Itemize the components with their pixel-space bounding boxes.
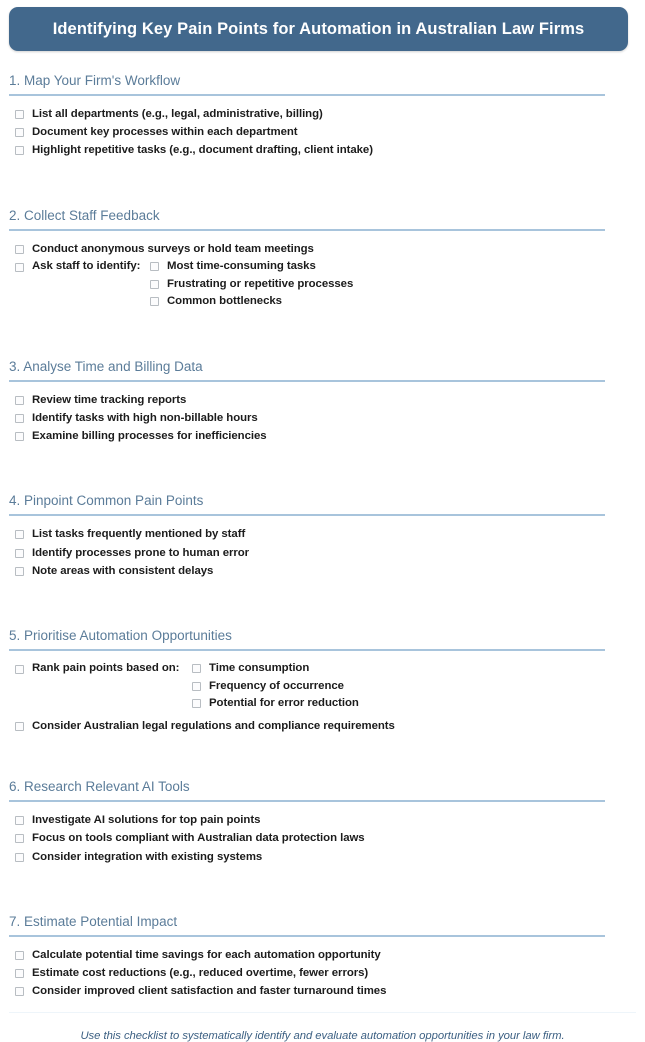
checklist-sections: [0, 73, 645, 1012]
checklist-item-label: Identify tasks with high non-billable hours: [32, 411, 258, 424]
checklist-item-label: Note areas with consistent delays: [32, 564, 214, 577]
section-items: [0, 231, 645, 337]
checklist-item[interactable]: [15, 982, 645, 1000]
checkbox-icon[interactable]: [15, 110, 24, 119]
checklist-item-label: Frequency of occurrence: [209, 679, 344, 692]
document-title: Identifying Key Pain Points for Automation in Australian Law Firms: [52, 19, 585, 38]
checklist-item-group: [0, 660, 645, 717]
checkbox-icon[interactable]: [15, 834, 24, 843]
checklist-item-label: Consider Australian legal regulations and compliance requirements: [32, 719, 395, 732]
section-items: [0, 802, 645, 892]
checkbox-icon[interactable]: [15, 567, 24, 576]
checklist-subitem[interactable]: [150, 292, 353, 309]
checklist-item-label: Review time tracking reports: [32, 393, 187, 406]
section-header: [9, 779, 605, 802]
checklist-subitems: [192, 660, 359, 712]
checklist-item[interactable]: [15, 240, 645, 258]
section-heading: 6. Research Relevant AI Tools: [9, 779, 190, 795]
checklist-section: [0, 359, 645, 472]
checklist-item-label: Consider improved client satisfaction and faster turnaround times: [32, 985, 387, 998]
checklist-item-label: Consider integration with existing systems: [32, 850, 263, 863]
checklist-section: [0, 779, 645, 892]
checklist-item-group: [0, 258, 645, 315]
checklist-item-label: Examine billing processes for inefficiencies: [32, 430, 267, 443]
checklist-item-label: Time consumption: [209, 662, 310, 675]
section-items: [0, 651, 645, 757]
checklist-item-label: Document key processes within each department: [32, 126, 298, 139]
checklist-item[interactable]: [15, 811, 645, 829]
checklist-subitem[interactable]: [192, 660, 359, 677]
checkbox-icon[interactable]: [150, 262, 159, 271]
checklist-section: [0, 628, 645, 757]
section-header: [9, 628, 605, 651]
checkbox-icon[interactable]: [15, 665, 24, 674]
checkbox-icon[interactable]: [15, 969, 24, 978]
section-items: [0, 96, 645, 186]
checkbox-icon[interactable]: [15, 414, 24, 423]
checklist-subitem[interactable]: [192, 677, 359, 694]
checklist-item-label: Identify processes prone to human error: [32, 546, 250, 559]
checklist-item-label: Focus on tools compliant with Australian data protection laws: [32, 832, 365, 845]
checkbox-icon[interactable]: [150, 297, 159, 306]
document-title-banner: [9, 7, 628, 51]
checklist-section: [0, 914, 645, 1013]
checklist-item[interactable]: [15, 409, 645, 427]
section-items: [0, 382, 645, 472]
checklist-section: [0, 208, 645, 337]
checkbox-icon[interactable]: [15, 245, 24, 254]
section-heading: 5. Prioritise Automation Opportunities: [9, 628, 232, 643]
checklist-item[interactable]: [15, 141, 645, 159]
checklist-item-label: Most time-consuming tasks: [167, 260, 316, 273]
section-heading: 2. Collect Staff Feedback: [9, 207, 160, 223]
checkbox-icon[interactable]: [15, 722, 24, 731]
checklist-subitem[interactable]: [150, 275, 353, 292]
checkbox-icon[interactable]: [15, 549, 24, 558]
checklist-item[interactable]: [15, 562, 645, 580]
checkbox-icon[interactable]: [15, 263, 24, 272]
checklist-item-label: Highlight repetitive tasks (e.g., document drafting, client intake): [32, 144, 373, 157]
checkbox-icon[interactable]: [192, 682, 201, 691]
checklist-item-label: Investigate AI solutions for top pain points: [32, 814, 261, 826]
section-heading: 3. Analyse Time and Billing Data: [9, 358, 203, 374]
checkbox-icon[interactable]: [15, 853, 24, 862]
section-heading: 1. Map Your Firm's Workflow: [9, 73, 181, 88]
section-heading: 4. Pinpoint Common Pain Points: [9, 493, 204, 509]
checklist-item[interactable]: [15, 123, 645, 141]
checkbox-icon[interactable]: [15, 816, 24, 825]
footer-note: Use this checklist to systematically identify and evaluate automation opportunities in your law firm.: [80, 1030, 565, 1042]
checkbox-icon[interactable]: [15, 128, 24, 137]
checklist-item-label: Estimate cost reductions (e.g., reduced overtime, fewer errors): [32, 966, 369, 979]
checklist-item[interactable]: [15, 848, 645, 866]
checklist-item-label: Potential for error reduction: [209, 696, 359, 709]
checkbox-icon[interactable]: [15, 987, 24, 996]
checklist-item[interactable]: [15, 717, 645, 735]
checklist-item[interactable]: [15, 964, 645, 982]
checklist-item[interactable]: [15, 391, 645, 409]
checklist-subitem[interactable]: [192, 694, 359, 711]
checkbox-icon[interactable]: [15, 146, 24, 155]
checklist-item[interactable]: [15, 525, 645, 543]
checkbox-icon[interactable]: [15, 530, 24, 539]
section-heading: 7. Estimate Potential Impact: [9, 913, 178, 929]
checklist-item-label: Common bottlenecks: [167, 294, 282, 307]
section-header: [9, 73, 605, 96]
checklist-item[interactable]: [15, 427, 645, 445]
section-header: [9, 914, 605, 937]
checkbox-icon[interactable]: [15, 951, 24, 960]
checklist-item-label: Frustrating or repetitive processes: [167, 277, 354, 290]
checklist-item[interactable]: [15, 829, 645, 847]
checklist-item[interactable]: [15, 660, 179, 676]
checklist-section: [0, 73, 645, 186]
checklist-item-label: Calculate potential time savings for each automation opportunity: [32, 948, 381, 961]
section-header: [9, 493, 605, 516]
checkbox-icon[interactable]: [150, 280, 159, 289]
section-header: [9, 359, 605, 382]
checklist-page: [0, 7, 645, 1042]
checklist-item-label: List all departments (e.g., legal, administrative, billing): [32, 107, 323, 120]
checklist-item-label: Rank pain points based on:: [32, 661, 180, 674]
section-items: [0, 516, 645, 606]
checklist-item-label: Conduct anonymous surveys or hold team meetings: [32, 242, 314, 255]
checklist-subitem[interactable]: [150, 258, 353, 275]
checkbox-icon[interactable]: [15, 432, 24, 441]
checkbox-icon[interactable]: [15, 396, 24, 405]
checkbox-icon[interactable]: [192, 664, 201, 673]
checklist-item-label: List tasks frequently mentioned by staff: [32, 528, 246, 541]
checklist-subitems: [150, 258, 353, 310]
checklist-section: [0, 493, 645, 606]
checklist-item-label: Ask staff to identify:: [32, 259, 141, 272]
checklist-item[interactable]: [15, 544, 645, 562]
section-header: [9, 208, 605, 231]
checkbox-icon[interactable]: [192, 699, 201, 708]
checklist-item[interactable]: [15, 946, 645, 964]
checklist-item[interactable]: [15, 105, 645, 123]
checklist-item[interactable]: [15, 258, 140, 274]
section-items: [0, 937, 645, 1013]
